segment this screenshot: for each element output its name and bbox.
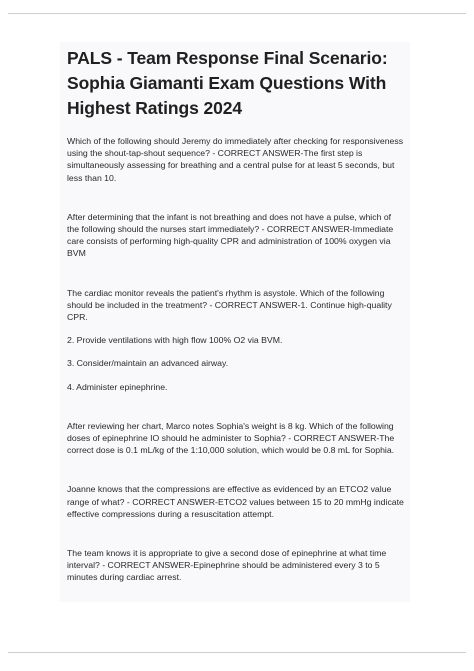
question-paragraph: The cardiac monitor reveals the patient's rhythm is asystole. Which of the following should be included in the treatment? - CORRECT ANSWER-1. Continue high-quality CPR.	[67, 287, 392, 323]
document-page	[60, 42, 410, 602]
paragraph-spacer	[67, 184, 404, 211]
paragraph-spacer	[67, 370, 404, 381]
question-paragraph: After reviewing her chart, Marco notes Sophia's weight is 8 kg. Which of the following doses of epinephrine IO should he administer to Sophia? - CORRECT ANSWER-The correct dose is 0.1 mL/kg of the 1:10,000 solution, which would be 0.8 mL for Sophia.	[67, 420, 395, 456]
question-paragraph: After determining that the infant is not breathing and does not have a pulse, which of the following should the nurses start immediately? - CORRECT ANSWER-Immediate care consists of performing high-quality CPR and administration of 100% oxygen via BVM	[67, 211, 394, 259]
paragraph-spacer	[67, 346, 404, 357]
list-item: 3. Consider/maintain an advanced airway.	[67, 358, 229, 369]
paragraph-spacer	[67, 456, 404, 483]
list-item: 2. Provide ventilations with high flow 100% O2 via BVM.	[67, 335, 283, 346]
paragraph-spacer	[67, 520, 404, 547]
paragraph-spacer	[67, 260, 404, 287]
document-title: PALS - Team Response Final Scenario: Sophia Giamanti Exam Questions With Highest Ratings 2024	[67, 48, 388, 118]
question-paragraph: Which of the following should Jeremy do immediately after checking for responsiveness using the shout-tap-shout sequence? - CORRECT ANSWER-The first step is simultaneously assessing for breathing and a central pulse for at least 5 seconds, but less than 10.	[67, 136, 404, 183]
paragraph-spacer	[67, 323, 404, 334]
top-divider	[8, 13, 466, 14]
question-paragraph: The team knows it is appropriate to give a second dose of epinephrine at what time interval? - CORRECT ANSWER-Epinephrine should be administered every 3 to 5 minutes during cardiac arrest.	[67, 548, 387, 583]
list-item: 4. Administer epinephrine.	[67, 381, 168, 392]
question-paragraph: Joanne knows that the compressions are effective as evidenced by an ETCO2 value range of what? - CORRECT ANSWER-ETCO2 values between 15 to 20 mmHg indicate effective compressions during a resuscitation attempt.	[67, 484, 404, 519]
bottom-divider	[8, 652, 466, 653]
paragraph-spacer	[67, 393, 404, 420]
